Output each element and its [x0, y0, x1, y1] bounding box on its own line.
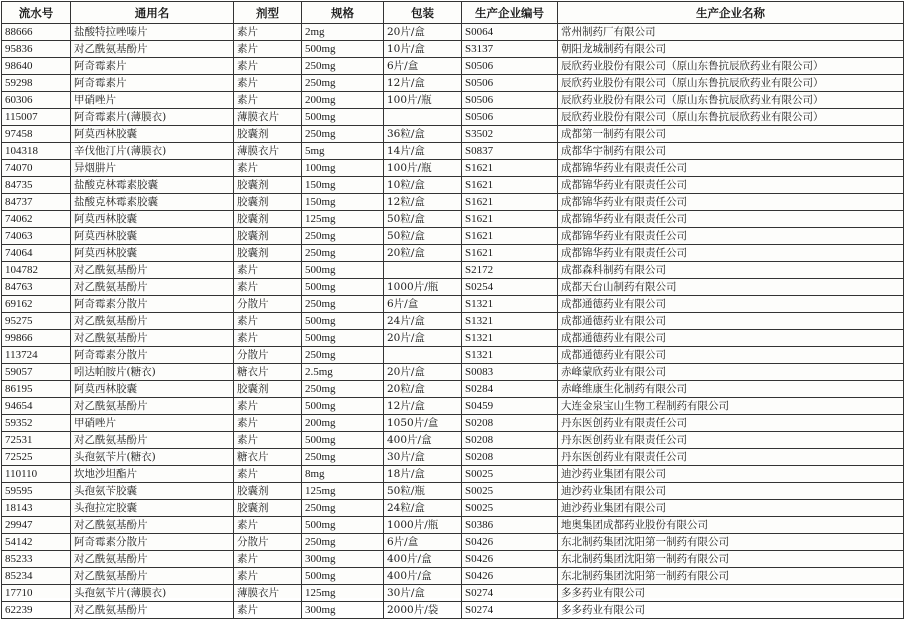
cell-manufacturer-code: S0208: [462, 449, 558, 466]
cell-manufacturer-name: 辰欣药业股份有限公司（原山东鲁抗辰欣药业有限公司）: [558, 58, 904, 75]
cell-generic-name: 对乙酰氨基酚片: [71, 432, 234, 449]
cell-manufacturer-name: 成都通德药业有限公司: [558, 313, 904, 330]
cell-packaging: 10片/盒: [384, 41, 462, 58]
cell-generic-name: 对乙酰氨基酚片: [71, 41, 234, 58]
cell-manufacturer-name: 多多药业有限公司: [558, 585, 904, 602]
cell-serial-no: 95275: [2, 313, 71, 330]
cell-generic-name: 对乙酰氨基酚片: [71, 262, 234, 279]
cell-serial-no: 88666: [2, 24, 71, 41]
cell-generic-name: 对乙酰氨基酚片: [71, 398, 234, 415]
cell-dosage-form: 分散片: [234, 347, 302, 364]
table-row: [2, 415, 904, 432]
cell-generic-name: 对乙酰氨基酚片: [71, 313, 234, 330]
cell-dosage-form: 素片: [234, 517, 302, 534]
cell-serial-no: 113724: [2, 347, 71, 364]
cell-manufacturer-name: 成都锦华药业有限责任公司: [558, 160, 904, 177]
cell-generic-name: 阿奇霉素片: [71, 58, 234, 75]
cell-specification: 125mg: [302, 585, 384, 602]
cell-serial-no: 69162: [2, 296, 71, 313]
cell-manufacturer-name: 成都第一制药有限公司: [558, 126, 904, 143]
table-row: [2, 262, 904, 279]
cell-manufacturer-code: S0837: [462, 143, 558, 160]
cell-dosage-form: 素片: [234, 24, 302, 41]
cell-packaging: 1000片/瓶: [384, 517, 462, 534]
cell-generic-name: 对乙酰氨基酚片: [71, 551, 234, 568]
cell-specification: 250mg: [302, 381, 384, 398]
cell-generic-name: 异烟肼片: [71, 160, 234, 177]
cell-specification: 500mg: [302, 432, 384, 449]
cell-serial-no: 74064: [2, 245, 71, 262]
cell-dosage-form: 素片: [234, 41, 302, 58]
cell-manufacturer-code: S1321: [462, 330, 558, 347]
cell-generic-name: 对乙酰氨基酚片: [71, 517, 234, 534]
cell-generic-name: 对乙酰氨基酚片: [71, 279, 234, 296]
cell-packaging: 400片/盒: [384, 432, 462, 449]
cell-packaging: 400片/盒: [384, 551, 462, 568]
cell-manufacturer-code: S0274: [462, 585, 558, 602]
cell-packaging: [384, 262, 462, 279]
cell-packaging: 20粒/盒: [384, 245, 462, 262]
table-row: [2, 330, 904, 347]
cell-serial-no: 74063: [2, 228, 71, 245]
cell-generic-name: 阿莫西林胶囊: [71, 228, 234, 245]
cell-generic-name: 甲硝唑片: [71, 415, 234, 432]
cell-manufacturer-code: S1621: [462, 194, 558, 211]
cell-packaging: 50粒/瓶: [384, 483, 462, 500]
table-row: [2, 228, 904, 245]
cell-packaging: 100片/瓶: [384, 92, 462, 109]
cell-packaging: 6片/盒: [384, 534, 462, 551]
cell-packaging: 20片/盒: [384, 24, 462, 41]
cell-manufacturer-name: 成都通德药业有限公司: [558, 347, 904, 364]
table-row: [2, 347, 904, 364]
cell-manufacturer-name: 成都天台山制药有限公司: [558, 279, 904, 296]
cell-manufacturer-name: 迪沙药业集团有限公司: [558, 483, 904, 500]
cell-specification: 500mg: [302, 262, 384, 279]
cell-manufacturer-name: 成都通德药业有限公司: [558, 296, 904, 313]
cell-dosage-form: 胶囊剂: [234, 228, 302, 245]
cell-manufacturer-code: S0083: [462, 364, 558, 381]
table-row: [2, 160, 904, 177]
cell-manufacturer-name: 丹东医创药业有限责任公司: [558, 449, 904, 466]
cell-manufacturer-name: 迪沙药业集团有限公司: [558, 500, 904, 517]
cell-manufacturer-code: S1621: [462, 228, 558, 245]
header-serial-no: 流水号: [2, 2, 71, 24]
cell-serial-no: 72525: [2, 449, 71, 466]
cell-serial-no: 110110: [2, 466, 71, 483]
cell-manufacturer-name: 赤峰蒙欣药业有限公司: [558, 364, 904, 381]
cell-serial-no: 74070: [2, 160, 71, 177]
cell-packaging: 24粒/盒: [384, 500, 462, 517]
table-row: [2, 92, 904, 109]
cell-specification: 500mg: [302, 109, 384, 126]
table-row: [2, 602, 904, 619]
cell-dosage-form: 胶囊剂: [234, 194, 302, 211]
cell-packaging: 1050片/盒: [384, 415, 462, 432]
cell-serial-no: 98640: [2, 58, 71, 75]
cell-serial-no: 115007: [2, 109, 71, 126]
cell-specification: 250mg: [302, 449, 384, 466]
cell-specification: 250mg: [302, 245, 384, 262]
cell-manufacturer-name: 成都锦华药业有限责任公司: [558, 228, 904, 245]
cell-manufacturer-code: S0208: [462, 432, 558, 449]
cell-packaging: 12粒/盒: [384, 194, 462, 211]
cell-manufacturer-name: 赤峰维康生化制药有限公司: [558, 381, 904, 398]
cell-serial-no: 60306: [2, 92, 71, 109]
cell-generic-name: 辛伐他汀片(薄膜衣): [71, 143, 234, 160]
table-row: [2, 211, 904, 228]
cell-specification: 500mg: [302, 517, 384, 534]
cell-serial-no: 72531: [2, 432, 71, 449]
cell-dosage-form: 素片: [234, 160, 302, 177]
table-row: [2, 551, 904, 568]
cell-serial-no: 99866: [2, 330, 71, 347]
cell-manufacturer-name: 常州制药厂有限公司: [558, 24, 904, 41]
cell-manufacturer-code: S0506: [462, 109, 558, 126]
cell-generic-name: 阿奇霉素分散片: [71, 347, 234, 364]
cell-manufacturer-name: 成都通德药业有限公司: [558, 330, 904, 347]
header-manufacturer-name: 生产企业名称: [558, 2, 904, 24]
cell-generic-name: 对乙酰氨基酚片: [71, 602, 234, 619]
cell-dosage-form: 素片: [234, 92, 302, 109]
cell-dosage-form: 素片: [234, 262, 302, 279]
cell-dosage-form: 素片: [234, 415, 302, 432]
cell-generic-name: 吲达帕胺片(糖衣): [71, 364, 234, 381]
cell-manufacturer-code: S2172: [462, 262, 558, 279]
table-row: [2, 568, 904, 585]
table-row: [2, 296, 904, 313]
cell-generic-name: 阿莫西林胶囊: [71, 245, 234, 262]
cell-packaging: 400片/盒: [384, 568, 462, 585]
cell-manufacturer-name: 丹东医创药业有限责任公司: [558, 432, 904, 449]
table-row: [2, 41, 904, 58]
table-row: [2, 143, 904, 160]
cell-dosage-form: 分散片: [234, 534, 302, 551]
cell-dosage-form: 素片: [234, 551, 302, 568]
cell-generic-name: 阿奇霉素分散片: [71, 534, 234, 551]
cell-specification: 150mg: [302, 177, 384, 194]
cell-serial-no: 17710: [2, 585, 71, 602]
cell-manufacturer-code: S1621: [462, 245, 558, 262]
cell-generic-name: 头孢氨苄片(糖衣): [71, 449, 234, 466]
cell-specification: 500mg: [302, 568, 384, 585]
cell-serial-no: 59595: [2, 483, 71, 500]
table-row: [2, 177, 904, 194]
cell-generic-name: 盐酸克林霉素胶囊: [71, 177, 234, 194]
cell-specification: 500mg: [302, 279, 384, 296]
cell-dosage-form: 素片: [234, 602, 302, 619]
table-row: [2, 58, 904, 75]
cell-packaging: 1000片/瓶: [384, 279, 462, 296]
table-row: [2, 483, 904, 500]
table-row: [2, 109, 904, 126]
cell-dosage-form: 素片: [234, 568, 302, 585]
cell-packaging: 50粒/盒: [384, 228, 462, 245]
cell-specification: 250mg: [302, 126, 384, 143]
cell-serial-no: 62239: [2, 602, 71, 619]
cell-manufacturer-code: S0274: [462, 602, 558, 619]
cell-dosage-form: 素片: [234, 75, 302, 92]
header-generic-name: 通用名: [71, 2, 234, 24]
cell-generic-name: 头孢氨苄片(薄膜衣): [71, 585, 234, 602]
table-row: [2, 500, 904, 517]
cell-serial-no: 85234: [2, 568, 71, 585]
cell-manufacturer-name: 成都锦华药业有限责任公司: [558, 194, 904, 211]
cell-serial-no: 95836: [2, 41, 71, 58]
cell-manufacturer-code: S1321: [462, 296, 558, 313]
header-packaging: 包装: [384, 2, 462, 24]
table-row: [2, 466, 904, 483]
table-row: [2, 364, 904, 381]
cell-specification: 200mg: [302, 415, 384, 432]
cell-serial-no: 59298: [2, 75, 71, 92]
table-row: [2, 126, 904, 143]
cell-serial-no: 86195: [2, 381, 71, 398]
cell-serial-no: 59352: [2, 415, 71, 432]
cell-dosage-form: 胶囊剂: [234, 177, 302, 194]
cell-serial-no: 54142: [2, 534, 71, 551]
cell-serial-no: 18143: [2, 500, 71, 517]
cell-dosage-form: 胶囊剂: [234, 211, 302, 228]
cell-specification: 250mg: [302, 75, 384, 92]
cell-serial-no: 104782: [2, 262, 71, 279]
cell-serial-no: 29947: [2, 517, 71, 534]
cell-specification: 300mg: [302, 602, 384, 619]
cell-packaging: 20粒/盒: [384, 381, 462, 398]
cell-dosage-form: 素片: [234, 432, 302, 449]
cell-specification: 2.5mg: [302, 364, 384, 381]
cell-manufacturer-code: S1621: [462, 177, 558, 194]
cell-specification: 500mg: [302, 398, 384, 415]
cell-dosage-form: 薄膜衣片: [234, 143, 302, 160]
cell-dosage-form: 胶囊剂: [234, 245, 302, 262]
drug-catalog-table: [1, 1, 904, 619]
document-sheet: [1, 1, 903, 616]
cell-serial-no: 59057: [2, 364, 71, 381]
cell-dosage-form: 素片: [234, 313, 302, 330]
cell-manufacturer-name: 大连金泉宝山生物工程制药有限公司: [558, 398, 904, 415]
cell-dosage-form: 分散片: [234, 296, 302, 313]
header-specification: 规格: [302, 2, 384, 24]
cell-packaging: 18片/盒: [384, 466, 462, 483]
cell-specification: 500mg: [302, 330, 384, 347]
cell-generic-name: 阿奇霉素分散片: [71, 296, 234, 313]
table-row: [2, 245, 904, 262]
cell-manufacturer-code: S0386: [462, 517, 558, 534]
cell-specification: 125mg: [302, 211, 384, 228]
cell-manufacturer-code: S0025: [462, 483, 558, 500]
cell-manufacturer-code: S1321: [462, 313, 558, 330]
cell-packaging: 20片/盒: [384, 330, 462, 347]
cell-manufacturer-name: 迪沙药业集团有限公司: [558, 466, 904, 483]
cell-manufacturer-code: S0426: [462, 534, 558, 551]
cell-specification: 5mg: [302, 143, 384, 160]
cell-manufacturer-code: S0426: [462, 551, 558, 568]
cell-packaging: 20片/盒: [384, 364, 462, 381]
cell-manufacturer-name: 东北制药集团沈阳第一制药有限公司: [558, 568, 904, 585]
cell-dosage-form: 胶囊剂: [234, 483, 302, 500]
cell-packaging: 36粒/盒: [384, 126, 462, 143]
header-manufacturer-code: 生产企业编号: [462, 2, 558, 24]
cell-specification: 300mg: [302, 551, 384, 568]
cell-packaging: 6片/盒: [384, 296, 462, 313]
cell-dosage-form: 素片: [234, 279, 302, 296]
table-row: [2, 24, 904, 41]
cell-dosage-form: 糖衣片: [234, 364, 302, 381]
cell-packaging: 30片/盒: [384, 449, 462, 466]
cell-dosage-form: 素片: [234, 58, 302, 75]
cell-generic-name: 盐酸特拉唑嗪片: [71, 24, 234, 41]
cell-specification: 8mg: [302, 466, 384, 483]
cell-generic-name: 阿奇霉素片: [71, 75, 234, 92]
table-row: [2, 449, 904, 466]
cell-dosage-form: 素片: [234, 398, 302, 415]
cell-manufacturer-name: 成都森科制药有限公司: [558, 262, 904, 279]
cell-manufacturer-code: S0064: [462, 24, 558, 41]
cell-manufacturer-name: 辰欣药业股份有限公司（原山东鲁抗辰欣药业有限公司）: [558, 92, 904, 109]
cell-manufacturer-name: 地奥集团成都药业股份有限公司: [558, 517, 904, 534]
cell-serial-no: 84737: [2, 194, 71, 211]
table-row: [2, 279, 904, 296]
cell-dosage-form: 薄膜衣片: [234, 109, 302, 126]
cell-generic-name: 对乙酰氨基酚片: [71, 568, 234, 585]
cell-packaging: 6片/盒: [384, 58, 462, 75]
cell-packaging: 30片/盒: [384, 585, 462, 602]
cell-manufacturer-code: S0426: [462, 568, 558, 585]
cell-packaging: 12片/盒: [384, 398, 462, 415]
cell-manufacturer-code: S0025: [462, 500, 558, 517]
header-dosage-form: 剂型: [234, 2, 302, 24]
cell-specification: 250mg: [302, 500, 384, 517]
cell-serial-no: 84735: [2, 177, 71, 194]
cell-dosage-form: 胶囊剂: [234, 500, 302, 517]
cell-manufacturer-code: S0506: [462, 58, 558, 75]
cell-manufacturer-code: S0459: [462, 398, 558, 415]
cell-specification: 250mg: [302, 58, 384, 75]
cell-specification: 250mg: [302, 347, 384, 364]
cell-dosage-form: 糖衣片: [234, 449, 302, 466]
cell-generic-name: 阿莫西林胶囊: [71, 126, 234, 143]
cell-manufacturer-name: 朝阳龙城制药有限公司: [558, 41, 904, 58]
table-header-row: [2, 2, 904, 24]
cell-manufacturer-code: S3137: [462, 41, 558, 58]
cell-manufacturer-code: S0506: [462, 92, 558, 109]
cell-generic-name: 阿莫西林胶囊: [71, 211, 234, 228]
cell-specification: 250mg: [302, 296, 384, 313]
table-row: [2, 534, 904, 551]
cell-specification: 250mg: [302, 228, 384, 245]
cell-packaging: 100片/瓶: [384, 160, 462, 177]
cell-serial-no: 104318: [2, 143, 71, 160]
cell-specification: 500mg: [302, 41, 384, 58]
table-row: [2, 398, 904, 415]
cell-packaging: 10粒/盒: [384, 177, 462, 194]
cell-specification: 150mg: [302, 194, 384, 211]
cell-specification: 100mg: [302, 160, 384, 177]
cell-manufacturer-name: 多多药业有限公司: [558, 602, 904, 619]
cell-manufacturer-name: 成都华宇制药有限公司: [558, 143, 904, 160]
cell-manufacturer-name: 成都锦华药业有限责任公司: [558, 177, 904, 194]
cell-manufacturer-code: S1321: [462, 347, 558, 364]
cell-generic-name: 盐酸克林霉素胶囊: [71, 194, 234, 211]
table-row: [2, 517, 904, 534]
cell-manufacturer-code: S3502: [462, 126, 558, 143]
table-row: [2, 432, 904, 449]
table-row: [2, 381, 904, 398]
cell-serial-no: 84763: [2, 279, 71, 296]
table-row: [2, 585, 904, 602]
cell-packaging: 2000片/袋: [384, 602, 462, 619]
cell-serial-no: 85233: [2, 551, 71, 568]
cell-serial-no: 97458: [2, 126, 71, 143]
cell-manufacturer-code: S0208: [462, 415, 558, 432]
cell-manufacturer-code: S1621: [462, 160, 558, 177]
cell-packaging: 24片/盒: [384, 313, 462, 330]
cell-manufacturer-name: 东北制药集团沈阳第一制药有限公司: [558, 534, 904, 551]
cell-manufacturer-code: S0506: [462, 75, 558, 92]
cell-specification: 250mg: [302, 534, 384, 551]
cell-packaging: 12片/盒: [384, 75, 462, 92]
cell-specification: 2mg: [302, 24, 384, 41]
table-row: [2, 313, 904, 330]
cell-generic-name: 对乙酰氨基酚片: [71, 330, 234, 347]
cell-manufacturer-name: 成都锦华药业有限责任公司: [558, 245, 904, 262]
cell-packaging: 50粒/盒: [384, 211, 462, 228]
cell-packaging: [384, 347, 462, 364]
cell-dosage-form: 素片: [234, 466, 302, 483]
cell-specification: 200mg: [302, 92, 384, 109]
cell-dosage-form: 素片: [234, 330, 302, 347]
cell-manufacturer-code: S0254: [462, 279, 558, 296]
cell-manufacturer-code: S1621: [462, 211, 558, 228]
cell-dosage-form: 薄膜衣片: [234, 585, 302, 602]
cell-generic-name: 阿莫西林胶囊: [71, 381, 234, 398]
cell-serial-no: 74062: [2, 211, 71, 228]
cell-manufacturer-code: S0284: [462, 381, 558, 398]
cell-manufacturer-name: 辰欣药业股份有限公司（原山东鲁抗辰欣药业有限公司）: [558, 109, 904, 126]
cell-generic-name: 甲硝唑片: [71, 92, 234, 109]
table-body: [2, 24, 904, 619]
cell-generic-name: 头孢拉定胶囊: [71, 500, 234, 517]
cell-generic-name: 坎地沙坦酯片: [71, 466, 234, 483]
cell-generic-name: 阿奇霉素片(薄膜衣): [71, 109, 234, 126]
cell-dosage-form: 胶囊剂: [234, 126, 302, 143]
cell-manufacturer-name: 丹东医创药业有限责任公司: [558, 415, 904, 432]
table-row: [2, 194, 904, 211]
cell-manufacturer-code: S0025: [462, 466, 558, 483]
cell-generic-name: 头孢氨苄胶囊: [71, 483, 234, 500]
cell-manufacturer-name: 成都锦华药业有限责任公司: [558, 211, 904, 228]
cell-specification: 125mg: [302, 483, 384, 500]
cell-serial-no: 94654: [2, 398, 71, 415]
cell-packaging: [384, 109, 462, 126]
cell-dosage-form: 胶囊剂: [234, 381, 302, 398]
cell-packaging: 14片/盒: [384, 143, 462, 160]
cell-manufacturer-name: 辰欣药业股份有限公司（原山东鲁抗辰欣药业有限公司）: [558, 75, 904, 92]
cell-manufacturer-name: 东北制药集团沈阳第一制药有限公司: [558, 551, 904, 568]
table-row: [2, 75, 904, 92]
cell-specification: 500mg: [302, 313, 384, 330]
